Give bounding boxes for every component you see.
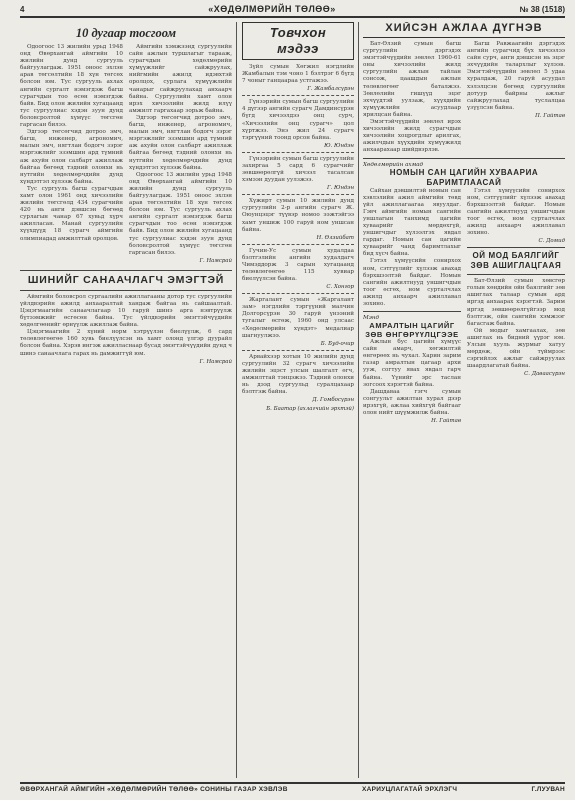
- author-signature: С. Домид: [538, 238, 565, 245]
- article-work-summary: [363, 41, 565, 155]
- author-signature: Н. Гайтав: [431, 418, 461, 425]
- article-paragraph: Ажлын бус цагийн хүмүүс сайн амарч, хөгжилтэй өнгөрөөх нь чухал. Харин зарим газар амралтын цагаар архи ууж, согтуу явах явдал гарч байна. Үүнийг эрс таслан зогсоох хэрэгтэй байна.: [363, 339, 461, 388]
- author-signature: П. Гайтав: [535, 112, 565, 119]
- page-number: 4: [20, 5, 25, 14]
- columns: [20, 22, 565, 778]
- author-signature: Д. Гомбосүрэн: [312, 397, 354, 404]
- paper-name: «ХӨДӨЛМӨРИЙН ТӨЛӨӨ»: [208, 4, 336, 14]
- author-signature: Г. Намсрай: [199, 358, 232, 365]
- article-paragraph: Гэтэл хүмүүсийн сонирхох ном, сэтгүүлийг хүлээж авахад бэрхшээлтэй байдаг. Номын сангийн ажилтнууд уншигчдын тоог өсгөх, ном сурталчлах ажилд анхаарч ажиллавал зохино.: [467, 187, 565, 237]
- article-paragraph: Эмэгтэйчүүдийн зөвлөл ирэх хичээлийн жилд сурагчдын хичээлийн хоцрогдлыг арилгах, ажилчдын хүүхдийн хүмүүжилд анхаарахаар шийдвэрлэв.: [363, 119, 461, 154]
- column-divider: [236, 22, 237, 778]
- article-kicker: Хөдөлмөрийн ахмад: [363, 161, 424, 168]
- article-paragraph: Одоогоос 13 жилийн урьд 1948 онд Өвөрхангай аймгийн 10 жилийн дунд сургууль байгуулагдаж. 1951 оноос эхлэн арав төгсөлтийн 18 хүн төгсөх болсон юм. Тус сургууль ахлах ангийн сургалт нэмэгдэж багш сурагчдын тоо өсөн нэмэгдэж байв. Бид олон жилийн хугацаанд тус сургуулиас хэдэн зуун дунд боловсролтой хүмүүс төгсгөн гаргасан билээ.: [20, 44, 123, 129]
- author-signature: Г. Намсрай: [199, 257, 232, 264]
- article-paragraph: Бат-Өлзий сумын хөвсгөр голын хөндийн ойн баялгийг зөв ашиглах талаар сумын ард иргэд анхаарах хэрэгтэй. Зарим иргэд зөвшөөрөлгүйгээр мод бэлтгэж, ойн сангийн хэмжээг багасгаж байна.: [467, 278, 565, 327]
- column-middle: [242, 22, 354, 778]
- column-right: [363, 22, 565, 778]
- news-item: Зүйл сумын Хөгжил нэгдлийн Жамбалын тэм чоно 1 бэлтрэг 6 бүгд 7 чоныг ганцаараа устгажээ.: [242, 64, 354, 85]
- footer-editor-label: ХАРИУЦЛАГАТАЙ ЭРХЛЭГЧ: [361, 785, 458, 793]
- headline-innovative-woman: ШИНИЙГ САНААЧЛАГЧ ЭМЭГТЭЙ: [27, 273, 225, 286]
- author-signature: Г. Юндэн: [327, 185, 354, 192]
- news-item: Жаргалант сумын «Жаргалант зам» нэгдлийн тэргүүний малчин Долгорсүрэн 30 гаруй үнээний тугалыг өсгөж, 1960 онд улсаас «Хөдөлмөрийн хүндэт» медалиар шагнуулжээ.: [242, 297, 354, 339]
- column-divider: [358, 22, 359, 778]
- article-library: [363, 188, 565, 428]
- article-10-village: [20, 44, 232, 267]
- author-signature: С. Хонгор: [326, 284, 354, 291]
- author-signature: Б. Буд-очир: [320, 340, 354, 347]
- author-signature: Н. Өлзийбат: [316, 234, 354, 241]
- article-paragraph: Аймгийн хэмжээнд сургуулийн сайн ажлын туршлагыг тарааж, сурагчдын хөдөлмөрийн хүмүүжлийг сайжруулах, нийгмийн ажилд идэвхтэй оролцох, сурлага хүмүүжлийн чанарыг сайжруулахад анхаарч байна. Сургуулийн хамт олон ирэх хичээлийн жилд илүү амжилт гаргахаар зорьж байна.: [129, 44, 232, 114]
- article-kicker: Мэнд: [363, 315, 380, 322]
- news-item: Гүнзэрийн сумын багш сургуулийн 4 дүгээр ангийн сурагч Дамдинсүрэн бүгд хичээлдээ онц сурч, «Хичээлийн онц сурагч» цол хүртжээ. Энэ жил 24 сурагч тэргүүний тоонд орсон байна.: [242, 99, 354, 141]
- article-paragraph: Эдгээр төгсөгчид дотроо эмч, багш, инженер, агрономич, малын эмч, нягтлан бодогч зэрэг мэргэжлийг эзэмшин ард түмний аж ахуйн олон салбарт ажиллаж байгаа бөгөөд тэдний олонхи нь нутгийн хөдөлмөрчдийн дунд хүндэтгэл хүлээж байна.: [129, 114, 232, 171]
- headline-work-summary: ХИЙСЭН АЖЛАА ДҮГНЭВ: [363, 22, 565, 38]
- headline-leisure: АМРАЛТЫН ЦАГИЙГ ЗӨВ ӨНГӨРҮҮЛЦГЭЭЕ: [365, 321, 459, 340]
- page-header: [20, 4, 565, 18]
- article-paragraph: Эдгээр төгсөгчид дотроо эмч, багш, инженер, агрономич, малын эмч, нягтлан бодогч зэрэг мэргэжлийг эзэмшин ард түмний аж ахуйн олон салбарт ажиллаж байгаа бөгөөд тэдний олонхи нь нутгийн хөдөлмөрчдийн дунд хүндэтгэл хүлээж байна.: [20, 129, 123, 185]
- article-paragraph: Гэтэл хүмүүсийн сонирхох ном, сэтгүүлийг хүлээж авахад бэрхшээлтэй байдаг. Номын сангийн ажилтнууд уншигчдын тоог өсгөх, ном сурталчлах ажилд анхаарч ажиллавал зохино.: [363, 258, 461, 307]
- news-item: Арвайхээр хотын 10 жилийн дунд сургуулийн 32 сурагч хичээлийн жилийн эцэст улсын шалгалт өгч, амжилттай тэнцэжээ. Тэдний олонхи нь дээд сургуульд суралцахаар бэлтгэж байна.: [242, 353, 354, 396]
- article-paragraph: Багш Равжаагийн дэргэдэх ангийн сурагчид бүх хичээлээ сайн сурч, анги дэвшсэн нь эцэг эхчүүдийн талархлыг хүлээв. Эмэгтэйчүүдийн зөвлөл 5 удаа хуралдаж, 20 гаруй асуудал хэлэлцсэн бөгөөд сургуулийн дотуур байрны ажлыг сайжруулахад туслалцаа үзүүлсэн байна.: [467, 41, 565, 111]
- article-paragraph: Дашдаваа гэгч сумын сонгуульт ажилтан хурал дээр ирэхгүй, ажлаа хийхгүй байгааг олон нийт шүүмжилж байна.: [363, 388, 461, 417]
- page-footer: [20, 782, 565, 794]
- news-item: Гучин-Ус сумын худалдаа бэлтгэлийн ангийн худалдагч Чимэддорж 3 сарын хугацаанд төлөвлөгөөгөө 115 хувиар биелүүлсэн байна.: [242, 247, 354, 283]
- news-item: Гүнзэрийн сумын багш сургуулийн захиргаа 5 сард 6 сурагчийг зөвшөөрөлгүй хичээл тасалсан хэмээн дуудан уулзжээ.: [242, 155, 354, 184]
- footer-editor-name: Г.ЛУУВАН: [531, 785, 565, 793]
- author-signature: Б. Баатар (ахлагчийн эрхтэй): [266, 406, 354, 413]
- article-paragraph: Бат-Өлзий сумын багш сургуулийн дэргэдэх эмэгтэйчүүдийн зөвлөл 1960-61 оны хичээлийн жилд сургуулийн ажлын тайлан сонсож, цаашдын ажлын төлөвлөгөөг баталжээ. Зөвлөлийн гишүүд эцэг эхчүүдтэй уулзаж, хүүхдийн хүмүүжлийн асуудлаар ярилцсан байна.: [363, 41, 461, 118]
- brief-news-title: Товчхон мэдээ: [269, 25, 327, 56]
- article-paragraph: Одоогоос 13 жилийн урьд 1948 онд Өвөрхангай аймгийн 10 жилийн дунд сургууль байгуулагдаж. 1951 оноос эхлэн арав төгсөлтийн 18 хүн төгсөх болсон юм. Тус сургууль ахлах ангийн сургалт нэмэгдэж багш сурагчдын тоо өсөн нэмэгдэж байв. Бид олон жилийн хугацаанд тус сургуулиас хэдэн зуун дунд боловсролтой хүмүүс төгсгөн гаргасан билээ.: [129, 171, 232, 256]
- issue-number: № 38 (1518): [519, 5, 565, 14]
- headline-library: НОМЫН САН ЦАГИЙН ХУВААРИА БАРИМТЛААСАЙ: [389, 167, 539, 187]
- author-signature: С. Даваасүрэн: [524, 371, 565, 378]
- article-paragraph: Цэцэгмаагийн 2 хүний норм хэтрүүлэн биелүүлж, 6 сард төлөвлөгөөгөө 160 хувь биелүүлсэн нь хамт олонд үлгэр дуурайл болсон байна. Хэрэв ингэж ажилласнаар бусад эмэгтэйчүүдийн дунд ч шинэ санаачлага гарах нь дамжиггүй юм.: [20, 329, 232, 357]
- article-paragraph: Сайхан дэвшилтэй номын сан хэвлэлийн ажил аймгийн төвд үйл ажиллагаагаа явуулдаг. Гэвч аймгийн номын сангийн уншлагын танхимд цагийн хуваарийг мөрдөхгүй, уншигчдыг хүлээлгэх явдал гардаг. Номын сан цагийн хуваарийг чанд баримтлахыг бид хүсч байна.: [363, 187, 461, 258]
- footer-publisher: ӨВӨРХАНГАЙ АЙМГИЙН «ХӨДӨЛМӨРИЙН ТӨЛӨӨ» СОНИНЫ ГАЗАР ХЭВЛЭВ: [20, 785, 288, 793]
- author-signature: Г. Жамбалсүрэн: [307, 86, 354, 93]
- article-paragraph: Ой модыг хамгаалах, зөв ашиглах нь бидний үүрэг юм. Улсын хууль журмыг хатуу мөрдөж, ойн түймрээс сэргийлэх ажлыг сайжруулах шаардлагатай байна.: [467, 327, 565, 370]
- article-paragraph: Тус сургууль багш сурагчдын хамт олон 1961 онд хичээлийн жилийн төгсгөлд 434 сурагчийн 420 нь анги дэвшсэн бөгөөд сурлагын чанар 67 хувьд хүрч ажилласан. Манай сургуулийн хүүхдүүд 18 сурагч аймгийн олимпиадад амжилттай оролцов.: [20, 185, 123, 242]
- column-left: [20, 22, 232, 778]
- article-paragraph: Аймгийн боловсрол сургаалийн ажиллагааны дотор тус сургуулийн үйлдвэрийн ажилд анхааралтай хандаж байгаа нь сайшаалтай. Цэцэгмаагийн санаачлагаар 10 гаруй шинэ арга нэвтрүүлж бүтээмжийг өсгөсөн байна. Тус үйлдвэрийн эмэгтэйчүүдийн хөдөлгөөнийг өрнүүлж ажиллаж байна.: [20, 293, 232, 329]
- headline-forest: ОЙ МОД БАЯЛГИЙГ ЗӨВ АШИГЛАЦГААЯ: [470, 251, 562, 271]
- author-signature: Ю. Юндэн: [324, 142, 354, 149]
- headline-10-village: 10 дугаар тосгоом: [75, 26, 177, 40]
- news-item: Хүжирт сумын 10 жилийн дунд сургуулийн 2-р ангийн сурагч Ж. Оюунцэцэг түүвэр номоо ээжтэйгээ хамт уншиж 100 гаруй ном уншсан байна.: [242, 198, 354, 233]
- brief-news-box: [242, 22, 354, 60]
